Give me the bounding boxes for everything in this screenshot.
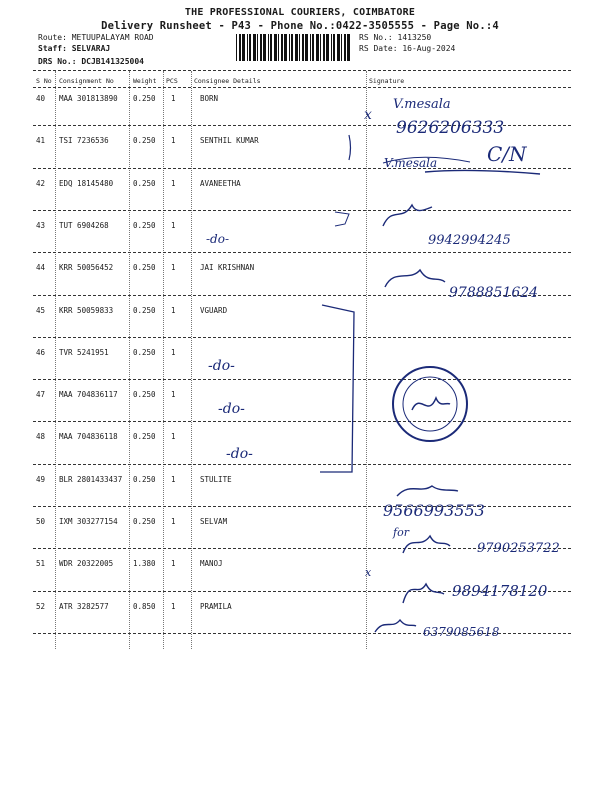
col-header-pcs: PCS (166, 77, 178, 85)
consignee-name: STULITE (200, 474, 232, 484)
weight-value: 0.250 (133, 474, 156, 484)
col-header-consignee: Consignee Details (194, 77, 261, 85)
barcode-bar (323, 34, 325, 61)
consignment-number: MAA 704836118 (59, 432, 118, 442)
table-header-rule (33, 87, 571, 88)
row-divider (33, 506, 571, 507)
column-separator (366, 71, 367, 649)
sno: 48 (36, 432, 46, 442)
sno: 46 (36, 347, 46, 357)
pcs-value: 1 (171, 517, 176, 526)
consignee-name: PRAMILA (200, 601, 232, 611)
x-mark-row51: x (365, 566, 372, 579)
sno: 41 (36, 136, 46, 146)
barcode-bar (299, 34, 300, 61)
barcode-bar (312, 34, 314, 61)
weight-value: 0.250 (133, 220, 156, 230)
weight-value: 0.250 (133, 305, 156, 315)
hw-cn-mark: C/N (487, 142, 527, 166)
strike-line (383, 157, 470, 163)
rs-date: RS Date: 16-Aug-2024 (359, 44, 456, 53)
hw-scribble-row41 (425, 170, 540, 174)
barcode-bar (263, 34, 266, 61)
hw-phone-row50: 9790253722 (477, 541, 560, 556)
weight-value: 0.850 (133, 601, 156, 611)
barcode-bar (281, 34, 283, 61)
bracket-rows-45-48 (320, 305, 354, 472)
barcode-bar (247, 34, 248, 61)
hw-signature-row44 (385, 270, 445, 287)
weight-value: 0.250 (133, 263, 156, 273)
barcode-bar (347, 34, 350, 61)
column-separator (191, 71, 192, 649)
brace-mark-row43 (335, 212, 349, 226)
weight-value: 0.250 (133, 517, 156, 526)
weight-value: 0.250 (133, 178, 156, 188)
sno: 52 (36, 601, 46, 611)
hw-phone-row44: 9788851624 (449, 285, 539, 301)
barcode-bar (249, 34, 251, 61)
hw-signature-row41: V.mesala (384, 156, 438, 170)
sno: 43 (36, 220, 46, 230)
hw-signature-row43 (383, 205, 432, 226)
consignment-number: WDR 20322005 (59, 559, 114, 569)
sno: 49 (36, 474, 46, 484)
row-divider (33, 633, 571, 634)
consignment-number: TUT 6904268 (59, 220, 109, 230)
hw-signature-row51 (403, 584, 444, 603)
runsheet-title: Delivery Runsheet - P43 - Phone No.:0422-3505555 - Page No.:4 (101, 20, 499, 32)
sno: 45 (36, 305, 46, 315)
row-divider (33, 337, 571, 338)
barcode-bar (341, 34, 342, 61)
pcs-value: 1 (171, 474, 176, 484)
bracket-mark (349, 135, 351, 160)
barcode-bar (320, 34, 321, 61)
row-divider (33, 421, 571, 422)
hw-phone-row51: 9894178120 (452, 582, 548, 600)
consignment-number: EDQ 18145480 (59, 178, 114, 188)
hw-phone-row43: 9942994245 (428, 233, 511, 248)
column-separator (55, 71, 56, 649)
company-title: THE PROFESSIONAL COURIERS, COIMBATORE (184, 7, 416, 18)
consignee-name: SENTHIL KUMAR (200, 136, 259, 146)
column-separator (129, 71, 130, 649)
barcode-bar (295, 34, 298, 61)
weight-value: 0.250 (133, 432, 156, 442)
consignee-name: SELVAM (200, 517, 228, 526)
pcs-value: 1 (171, 390, 176, 400)
barcode-bar (316, 34, 319, 61)
hw-name-row40: V.mesala (393, 97, 451, 112)
consignee-name: MANOJ (200, 559, 223, 569)
hw-phone-row40: 9626206333 (396, 118, 505, 138)
col-header-signature: Signature (369, 77, 405, 85)
staff-label: Staff: SELVARAJ (38, 44, 111, 53)
consignee-name: VGUARD (200, 305, 228, 315)
weight-value: 0.250 (133, 94, 156, 103)
barcode-bar (239, 34, 241, 61)
barcode-bar (284, 34, 287, 61)
row-divider (33, 548, 571, 549)
barcode-bar (253, 34, 256, 61)
sno: 40 (36, 94, 46, 103)
barcode-bar (270, 34, 272, 61)
pcs-value: 1 (171, 559, 176, 569)
barcode-bar (310, 34, 311, 61)
weight-value: 0.250 (133, 136, 156, 146)
sno: 44 (36, 263, 46, 273)
col-header-consignment: Consignment No (59, 77, 114, 85)
row-divider (33, 464, 571, 465)
pcs-value: 1 (171, 305, 176, 315)
hw-phone-row52: 6379085618 (423, 625, 500, 639)
sno: 42 (36, 178, 46, 188)
col-header-sno: S No (36, 77, 52, 85)
consignment-number: MAA 301813890 (59, 94, 118, 103)
barcode-bar (331, 34, 332, 61)
barcode-bar (268, 34, 269, 61)
barcode-bar (333, 34, 335, 61)
weight-value: 0.250 (133, 390, 156, 400)
pcs-value: 1 (171, 347, 176, 357)
barcode-bar (289, 34, 290, 61)
barcode-bar (291, 34, 293, 61)
pcs-value: 1 (171, 94, 176, 103)
consignee-name: BORN (200, 94, 219, 103)
barcode-bar (260, 34, 262, 61)
sno: 47 (36, 390, 46, 400)
weight-value: 1.380 (133, 559, 156, 569)
consignment-number: KRR 50059833 (59, 305, 114, 315)
hw-ditto-row43: -do- (206, 232, 230, 246)
sno: 51 (36, 559, 46, 569)
row-divider (33, 168, 571, 169)
sno: 50 (36, 517, 46, 526)
route-label: Route: METUUPALAYAM ROAD (38, 33, 154, 42)
consignment-number: MAA 704836117 (59, 390, 118, 400)
row-divider (33, 591, 571, 592)
hw-signature-row50 (403, 536, 450, 553)
row-divider (33, 125, 571, 126)
barcode-bar (337, 34, 340, 61)
hw-signature-row52 (375, 620, 416, 632)
consignment-number: TSI 7236536 (59, 136, 109, 146)
col-header-weight: Weight (133, 77, 157, 85)
hw-ditto-row48: -do- (226, 446, 253, 462)
pcs-value: 1 (171, 263, 176, 273)
hw-for-mark: for (393, 526, 409, 539)
hw-signature-row49 (397, 486, 458, 496)
consignee-name: JAI KRISHNAN (200, 263, 255, 273)
barcode-bar (344, 34, 346, 61)
row-divider (33, 295, 571, 296)
consignment-number: IXM 303277154 (59, 517, 118, 526)
company-seal (393, 367, 467, 441)
barcode-bar (278, 34, 279, 61)
pcs-value: 1 (171, 601, 176, 611)
pcs-value: 1 (171, 178, 176, 188)
pcs-value: 1 (171, 432, 176, 442)
pcs-value: 1 (171, 220, 176, 230)
consignee-name: AVANEETHA (200, 178, 241, 188)
barcode-bar (302, 34, 304, 61)
table-top-rule (33, 70, 571, 71)
barcode-bar (236, 34, 237, 61)
row-divider (33, 379, 571, 380)
column-separator (163, 71, 164, 649)
row-divider (33, 252, 571, 253)
hw-phone-row49: 9566993553 (383, 501, 485, 520)
barcode-bar (274, 34, 277, 61)
hw-ditto-row46: -do- (208, 358, 235, 374)
x-mark: x (364, 107, 372, 123)
consignment-number: TVR 5241951 (59, 347, 109, 357)
consignment-number: BLR 2801433437 (59, 474, 123, 484)
barcode-bar (242, 34, 245, 61)
hw-ditto-row47: -do- (218, 401, 245, 417)
consignment-number: KRR 50056452 (59, 263, 114, 273)
weight-value: 0.250 (133, 347, 156, 357)
barcode-bar (257, 34, 258, 61)
pcs-value: 1 (171, 136, 176, 146)
barcode-bar (305, 34, 308, 61)
drs-number: DRS No.: DCJB141325004 (38, 57, 144, 66)
barcode-bar (326, 34, 329, 61)
consignment-number: ATR 3282577 (59, 601, 109, 611)
row-divider (33, 210, 571, 211)
barcode (236, 34, 351, 61)
rs-number: RS No.: 1413250 (359, 33, 432, 42)
